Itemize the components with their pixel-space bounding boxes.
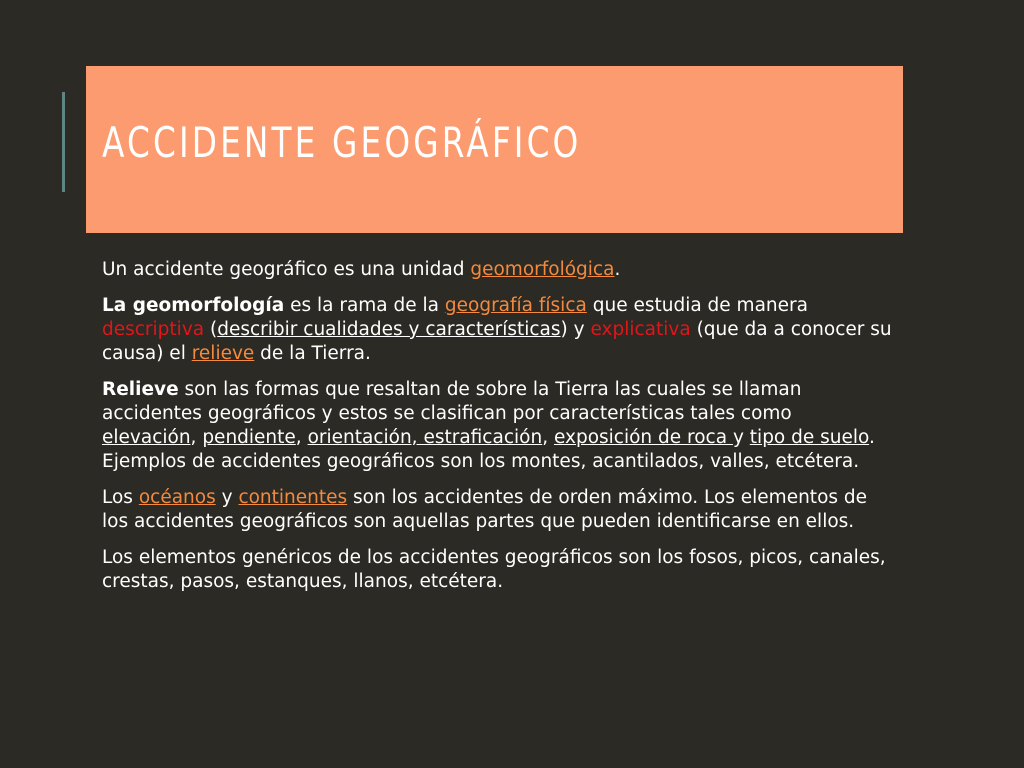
underlined-elevacion: elevación <box>102 427 191 448</box>
text: Un accidente geográfico es una unidad <box>102 259 471 280</box>
text: , <box>542 427 554 448</box>
text: son las formas que resaltan de sobre la Tierra las cuales se llaman accidentes geográficos y estos se clasifican por características tales como <box>102 379 802 424</box>
text: (que da a conocer su causa) el <box>102 319 892 364</box>
accent-bar <box>62 92 65 192</box>
slide-body <box>102 258 892 606</box>
underlined-exposicion: exposición de roca <box>553 427 733 448</box>
emphasis-descriptiva: descriptiva <box>102 319 205 340</box>
text: que estudia de manera <box>586 295 808 316</box>
text: Los elementos genéricos de los accidentes geográficos son los fosos, picos, canales, crestas, pasos, estanques, llanos, etcétera. <box>102 547 886 592</box>
text: de la Tierra. <box>254 343 371 364</box>
text: Los <box>102 487 139 508</box>
text: , <box>190 427 203 448</box>
link-oceanos[interactable]: océanos <box>138 487 216 508</box>
text: , <box>295 427 308 448</box>
paragraph-2 <box>102 294 892 366</box>
text: . <box>614 259 621 280</box>
bold-term: Relieve <box>102 379 179 400</box>
paragraph-1 <box>102 258 892 282</box>
link-geomorfologica[interactable]: geomorfológica <box>470 259 615 280</box>
text: es la rama de la <box>284 295 445 316</box>
title-box <box>86 66 903 233</box>
link-continentes[interactable]: continentes <box>238 487 348 508</box>
text: y <box>732 427 750 448</box>
text: ) y <box>560 319 591 340</box>
underlined-text: describir cualidades y características <box>217 319 561 340</box>
text: son los accidentes de orden máximo. Los elementos de los accidentes geográficos son aquellas partes que pueden identificarse en ellos. <box>102 487 868 532</box>
underlined-tipo-suelo: tipo de suelo <box>749 427 870 448</box>
emphasis-explicativa: explicativa <box>590 319 691 340</box>
text: y <box>215 487 239 508</box>
underlined-orientacion: orientación, estraficación <box>307 427 543 448</box>
paragraph-5 <box>102 546 892 594</box>
text: . Ejemplos de accidentes geográficos son los montes, acantilados, valles, etcétera. <box>102 427 875 472</box>
text: ( <box>204 319 218 340</box>
link-geografia-fisica[interactable]: geografía física <box>444 295 587 316</box>
bold-term: La geomorfología <box>102 295 285 316</box>
slide-title: ACCIDENTE GEOGRÁFICO <box>102 118 582 167</box>
paragraph-4 <box>102 486 892 534</box>
paragraph-3 <box>102 378 892 474</box>
link-relieve[interactable]: relieve <box>191 343 255 364</box>
underlined-pendiente: pendiente <box>202 427 296 448</box>
